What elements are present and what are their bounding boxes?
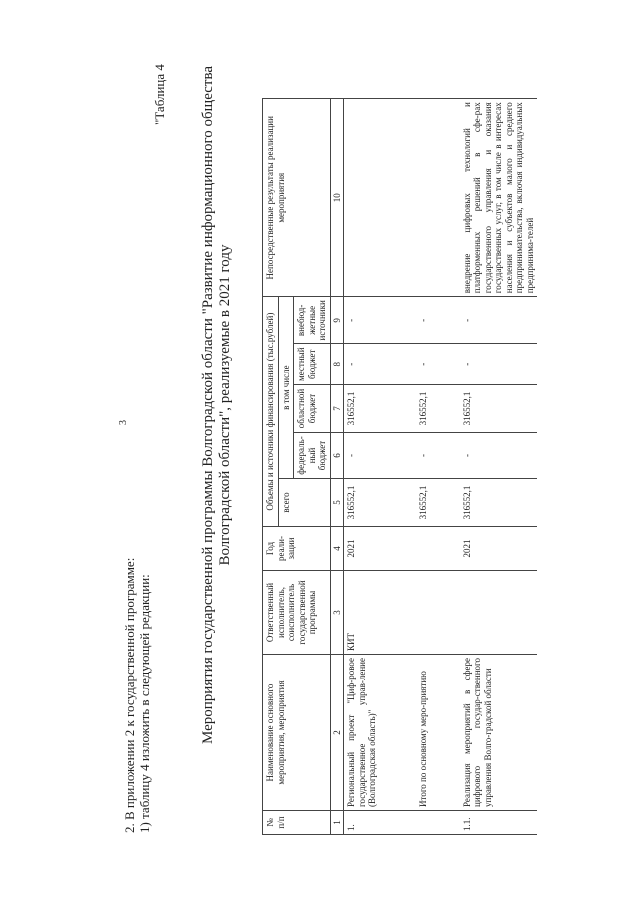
row-year: 2021 bbox=[344, 527, 416, 571]
col-number: 2 bbox=[330, 655, 344, 811]
header-offbudget: внебюд-жетные источники bbox=[294, 297, 331, 344]
page-number: 3 bbox=[118, 420, 129, 425]
header-local: местный бюджет bbox=[294, 344, 331, 385]
col-number: 3 bbox=[330, 571, 344, 655]
col-number: 9 bbox=[330, 297, 344, 344]
header-results: Непосредственные результаты реализации мероприятия bbox=[263, 99, 331, 297]
row-federal: - bbox=[344, 433, 416, 479]
row-executor bbox=[460, 571, 538, 655]
col-number: 1 bbox=[330, 811, 344, 835]
col-number: 8 bbox=[330, 344, 344, 385]
row-results bbox=[344, 99, 416, 297]
column-number-row bbox=[330, 99, 344, 835]
header-year: Год реали-зации bbox=[263, 527, 331, 571]
row-offbudget: - bbox=[416, 297, 460, 344]
header-executor: Ответственный исполнитель, соисполнитель государственной программы bbox=[263, 571, 331, 655]
header-funding: Объемы и источники финансирования (тыс.рублей) bbox=[263, 297, 279, 527]
header-including: в том числе bbox=[278, 297, 294, 479]
row-federal: - bbox=[460, 433, 538, 479]
col-number: 6 bbox=[330, 433, 344, 479]
header-total: всего bbox=[278, 479, 330, 527]
header-federal: федераль-ный бюджет bbox=[294, 433, 331, 479]
intro-line-2: 1) таблицу 4 изложить в следующей редакции: bbox=[137, 574, 152, 833]
row-name: Реализация мероприятий в сфере цифрового государ-ственного управления Волго-градской области bbox=[460, 655, 538, 811]
table-row bbox=[416, 99, 460, 835]
header-row-1 bbox=[263, 99, 279, 835]
row-local: - bbox=[416, 344, 460, 385]
col-number: 7 bbox=[330, 385, 344, 433]
row-results: внедрение цифровых технологий и платформенных решений в сфе-рах государственного управления и оказания государственных услуг, в том числе в интересах населения и субъектов малого и среднего предпринимательства, включая индивидуальных предпринима-телей bbox=[460, 99, 538, 297]
table-row bbox=[344, 99, 416, 835]
row-local: - bbox=[460, 344, 538, 385]
row-total: 316552,1 bbox=[460, 479, 538, 527]
row-regional: 316552,1 bbox=[344, 385, 416, 433]
row-name: Итого по основному меро-приятию bbox=[416, 655, 460, 811]
row-local: - bbox=[344, 344, 416, 385]
row-year: 2021 bbox=[460, 527, 538, 571]
table-label: "Таблица 4 bbox=[152, 64, 167, 125]
col-number: 10 bbox=[330, 99, 344, 297]
row-num: 1. bbox=[344, 811, 416, 835]
intro-line-1: 2. В приложении 2 к государственной программе: bbox=[122, 557, 137, 833]
row-offbudget: - bbox=[344, 297, 416, 344]
row-regional: 316552,1 bbox=[460, 385, 538, 433]
col-number: 5 bbox=[330, 479, 344, 527]
row-name: Региональный проект "Циф-ровое государственное управ-ление (Волгоградская область)" bbox=[344, 655, 416, 811]
header-name: Наименование основного мероприятия, мероприятия bbox=[263, 655, 331, 811]
row-results bbox=[416, 99, 460, 297]
row-total: 316552,1 bbox=[344, 479, 416, 527]
row-offbudget: - bbox=[460, 297, 538, 344]
row-executor bbox=[416, 571, 460, 655]
header-regional: областной бюджет bbox=[294, 385, 331, 433]
measures-table bbox=[262, 98, 537, 835]
intro-text bbox=[122, 558, 152, 833]
row-total: 316552,1 bbox=[416, 479, 460, 527]
header-num: № п/п bbox=[263, 811, 331, 835]
title-line-1: Мероприятия государственной программы Волгоградской области "Развитие информационного общества bbox=[200, 66, 216, 745]
row-federal: - bbox=[416, 433, 460, 479]
row-num: 1.1. bbox=[460, 811, 538, 835]
document-title bbox=[200, 55, 234, 755]
col-number: 4 bbox=[330, 527, 344, 571]
title-line-2: Волгоградской области", реализуемые в 2021 году bbox=[217, 244, 233, 566]
row-year bbox=[416, 527, 460, 571]
table-row bbox=[460, 99, 538, 835]
row-num bbox=[416, 811, 460, 835]
row-regional: 316552,1 bbox=[416, 385, 460, 433]
row-executor: КИТ bbox=[344, 571, 416, 655]
